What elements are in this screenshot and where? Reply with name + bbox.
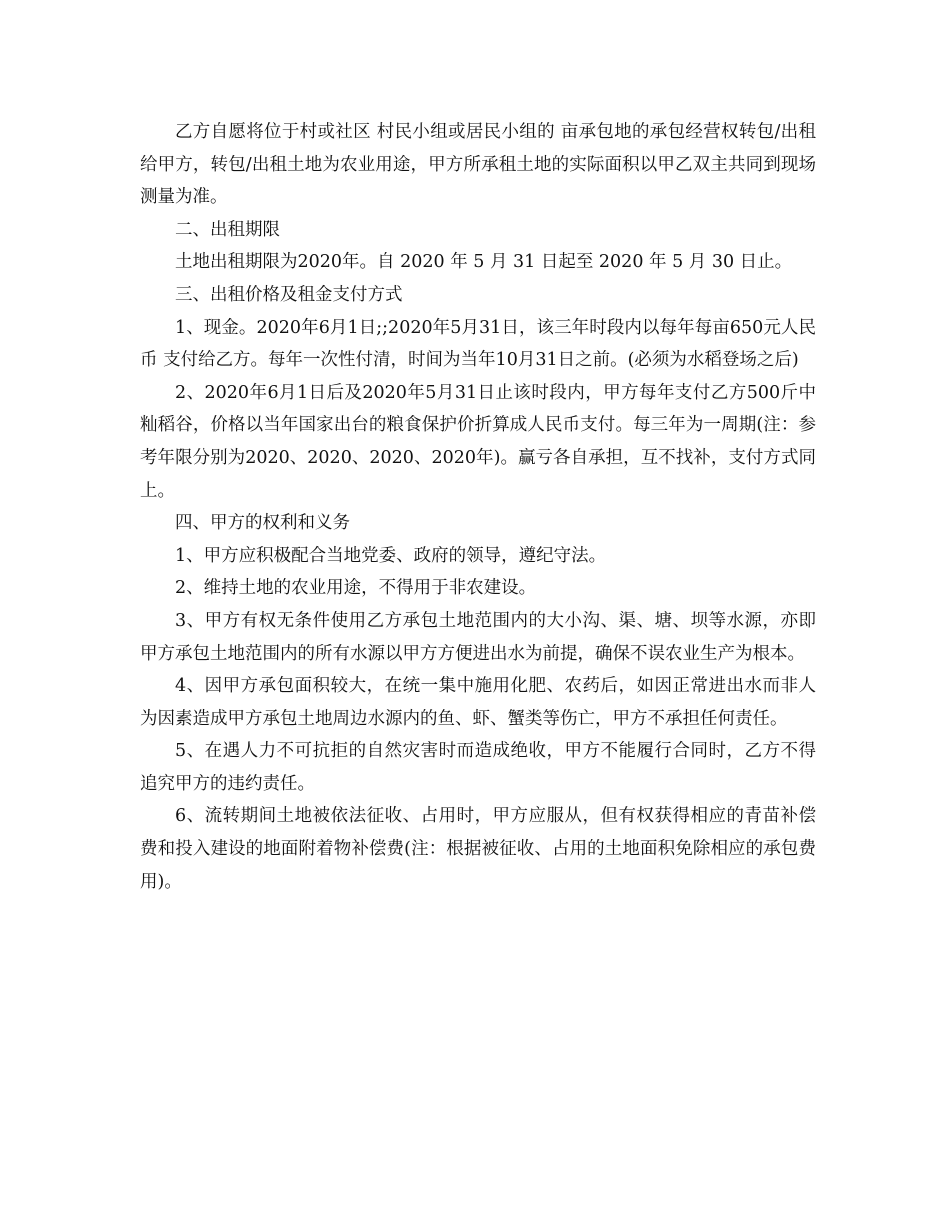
section-heading-party-a-rights: 四、甲方的权利和义务	[175, 513, 350, 534]
paragraph-lease-term: 土地出租期限为2020年。自 2020 年 5 月 31 日起至 2020 年 5 月 30 日止。	[175, 252, 793, 273]
paragraph-right-3: 3、甲方有权无条件使用乙方承包土地范围内的大小沟、渠、塘、坝等水源，亦即甲方承包土地范围内的所有水源以甲方方便进出水为前提，确保不误农业生产为根本。	[140, 610, 816, 664]
paragraph-right-1: 1、甲方应积极配合当地党委、政府的领导，遵纪守法。	[175, 545, 607, 566]
paragraph-right-6: 6、流转期间土地被依法征收、占用时，甲方应服从，但有权获得相应的青苗补偿费和投入建设的地面附着物补偿费(注：根据被征收、占用的土地面积免除相应的承包费用)。	[140, 806, 816, 892]
document-body	[140, 116, 816, 898]
paragraph-payment-cash: 1、现金。2020年6月1日;;2020年5月31日，该三年时段内以每年每亩650元人民币 支付给乙方。每年一次性付清，时间为当年10月31日之前。(必须为水稻登场之后)	[140, 317, 816, 371]
section-heading-price-payment: 三、出租价格及租金支付方式	[175, 284, 403, 305]
paragraph-right-2: 2、维持土地的农业用途，不得用于非农建设。	[175, 578, 537, 599]
paragraph-payment-grain: 2、2020年6月1日后及2020年5月31日止该时段内，甲方每年支付乙方500斤中籼稻谷，价格以当年国家出台的粮食保护价折算成人民币支付。每三年为一周期(注：参考年限分别为2020、2020、2020、2020年)。赢亏各自承担，互不找补，支付方式同上。	[140, 382, 816, 501]
paragraph-right-4: 4、因甲方承包面积较大，在统一集中施用化肥、农药后，如因正常进出水而非人为因素造成甲方承包土地周边水源内的鱼、虾、蟹类等伤亡，甲方不承担任何责任。	[140, 676, 816, 729]
section-heading-lease-term: 二、出租期限	[175, 219, 280, 240]
paragraph-transfer-intro: 乙方自愿将位于村或社区 村民小组或居民小组的 亩承包地的承包经营权转包/出租给甲方，转包/出租土地为农业用途，甲方所承租土地的实际面积以甲乙双主共同到现场测量为准。	[140, 122, 816, 208]
paragraph-right-5: 5、在遇人力不可抗拒的自然灾害时而造成绝收，甲方不能履行合同时，乙方不得追究甲方的违约责任。	[140, 741, 816, 794]
